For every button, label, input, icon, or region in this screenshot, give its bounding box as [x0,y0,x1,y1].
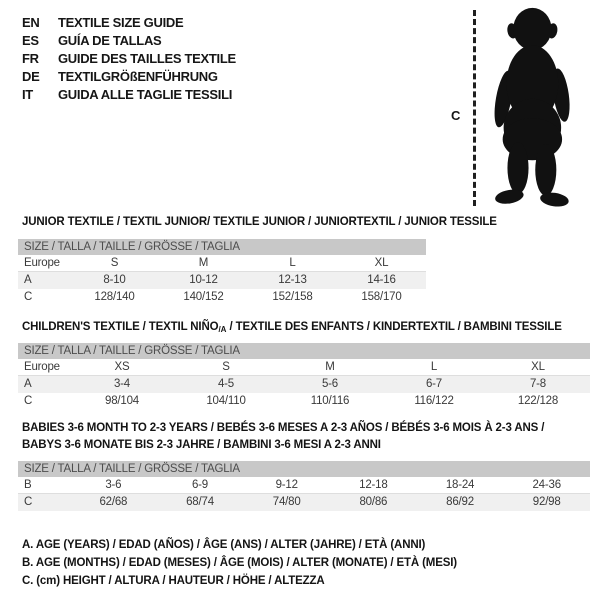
language-row-en [22,13,236,31]
age-cell: 3-6 [105,479,122,491]
row-label: Europe [24,361,60,373]
height-cell: 116/122 [414,395,454,407]
height-cell: 158/170 [361,291,402,303]
junior-size-table [18,239,426,306]
table-body [18,359,590,410]
language-title: GUIDA ALLE TAGLIE TESSILI [58,86,233,102]
legend-note-c: C. (cm) HEIGHT / ALTURA / HAUTEUR / HÖHE / ALTEZZA [22,575,325,587]
size-header-row: SIZE / TALLA / TAILLE / GRÖSSE / TAGLIA [18,461,590,477]
language-code: IT [22,86,33,102]
language-code: DE [22,68,40,84]
size-header-row: SIZE / TALLA / TAILLE / GRÖSSE / TAGLIA [18,239,426,255]
language-list [22,13,236,103]
children-section-title [22,319,562,338]
legend-note-b: B. AGE (MONTHS) / EDAD (MESES) / ÂGE (MOIS) / ALTER (MONATE) / ETÀ (MESI) [22,557,457,569]
language-row-fr [22,49,236,67]
language-code: ES [22,32,39,48]
babies-title-line1: BABIES 3-6 MONTH TO 2-3 YEARS / BEBÉS 3-6 MESES A 2-3 AÑOS / BÉBÉS 3-6 MOIS À 2-3 ANS / [22,422,545,434]
language-row-de [22,67,236,85]
size-cell: M [198,257,209,269]
height-cell: 104/110 [206,395,246,407]
height-cell: 110/116 [310,395,350,407]
language-row-es [22,31,236,49]
table-row-height [18,393,590,410]
height-cell: 128/140 [94,291,135,303]
table-row-height [18,289,426,306]
language-title: TEXTILE SIZE GUIDE [58,14,184,30]
height-cell: 92/98 [532,496,561,508]
row-label: A [24,274,32,286]
row-label: A [24,378,32,390]
table-body [18,477,590,511]
language-code: FR [22,50,39,66]
age-cell: 7-8 [529,378,547,390]
title-subscript: /A [218,325,227,334]
language-title: GUÍA DE TALLAS [58,32,162,48]
table-row-europe [18,255,426,272]
age-cell: 9-12 [275,479,298,491]
age-cell: 6-9 [191,479,209,491]
height-cell: 80/86 [359,496,388,508]
size-cell: L [430,361,438,373]
height-dashed-line [473,10,476,206]
height-cell: 122/128 [517,395,559,407]
legend-notes [22,536,457,590]
row-label: C [24,496,33,508]
height-cell: 86/92 [446,496,474,508]
height-measure-label: C [451,108,461,123]
size-header-row: SIZE / TALLA / TAILLE / GRÖSSE / TAGLIA [18,343,590,359]
age-cell: 4-5 [217,378,235,390]
children-size-table [18,343,590,410]
size-cell: M [325,361,335,373]
age-cell: 8-10 [103,274,126,286]
age-cell: 10-12 [189,274,218,286]
size-cell: S [222,361,230,373]
row-label: C [24,395,33,407]
age-cell: 3-4 [113,378,131,390]
row-label: C [24,291,33,303]
height-cell: 62/68 [99,496,128,508]
height-cell: 152/158 [272,291,313,303]
size-cell: XL [531,361,545,373]
height-cell: 68/74 [186,496,214,508]
table-body [18,255,426,306]
title-text: / TEXTILE DES ENFANTS / KINDERTEXTIL / BAMBINI TESSILE [226,321,562,333]
babies-section-title [22,420,544,454]
size-cell: S [110,257,119,269]
table-row-age-months [18,477,590,494]
legend-note-a: A. AGE (YEARS) / EDAD (AÑOS) / ÂGE (ANS) / ALTER (JAHRE) / ETÀ (ANNI) [22,539,426,551]
age-cell: 12-18 [359,479,388,491]
height-cell: 74/80 [272,496,301,508]
height-cell: 140/152 [183,291,224,303]
table-row-europe [18,359,590,376]
table-row-age [18,376,590,393]
babies-title-line2: BABYS 3-6 MONATE BIS 2-3 JAHRE / BAMBINI 3-6 MESI A 2-3 ANNI [22,439,381,451]
size-cell: L [289,257,296,269]
size-cell: XS [114,361,130,373]
toddler-silhouette-icon [481,5,578,213]
table-row-height [18,494,590,511]
age-cell: 14-16 [367,274,396,286]
age-cell: 18-24 [445,479,475,491]
size-cell: XL [374,257,389,269]
title-text: CHILDREN'S TEXTILE / TEXTIL NIÑO [22,321,219,333]
language-title: GUIDE DES TAILLES TEXTILE [58,50,236,66]
row-label: Europe [24,257,60,269]
junior-section-title: JUNIOR TEXTILE / TEXTIL JUNIOR/ TEXTILE JUNIOR / JUNIORTEXTIL / JUNIOR TESSILE [22,216,497,228]
age-cell: 24-36 [532,479,561,491]
height-cell: 98/104 [105,395,139,407]
row-label: B [24,479,32,491]
language-code: EN [22,14,40,30]
table-row-age [18,272,426,289]
age-cell: 12-13 [278,274,307,286]
language-row-it [22,85,236,103]
babies-size-table [18,461,590,511]
language-title: TEXTILGRÖßENFÜHRUNG [58,68,218,84]
age-cell: 5-6 [321,378,339,390]
age-cell: 6-7 [425,378,443,390]
